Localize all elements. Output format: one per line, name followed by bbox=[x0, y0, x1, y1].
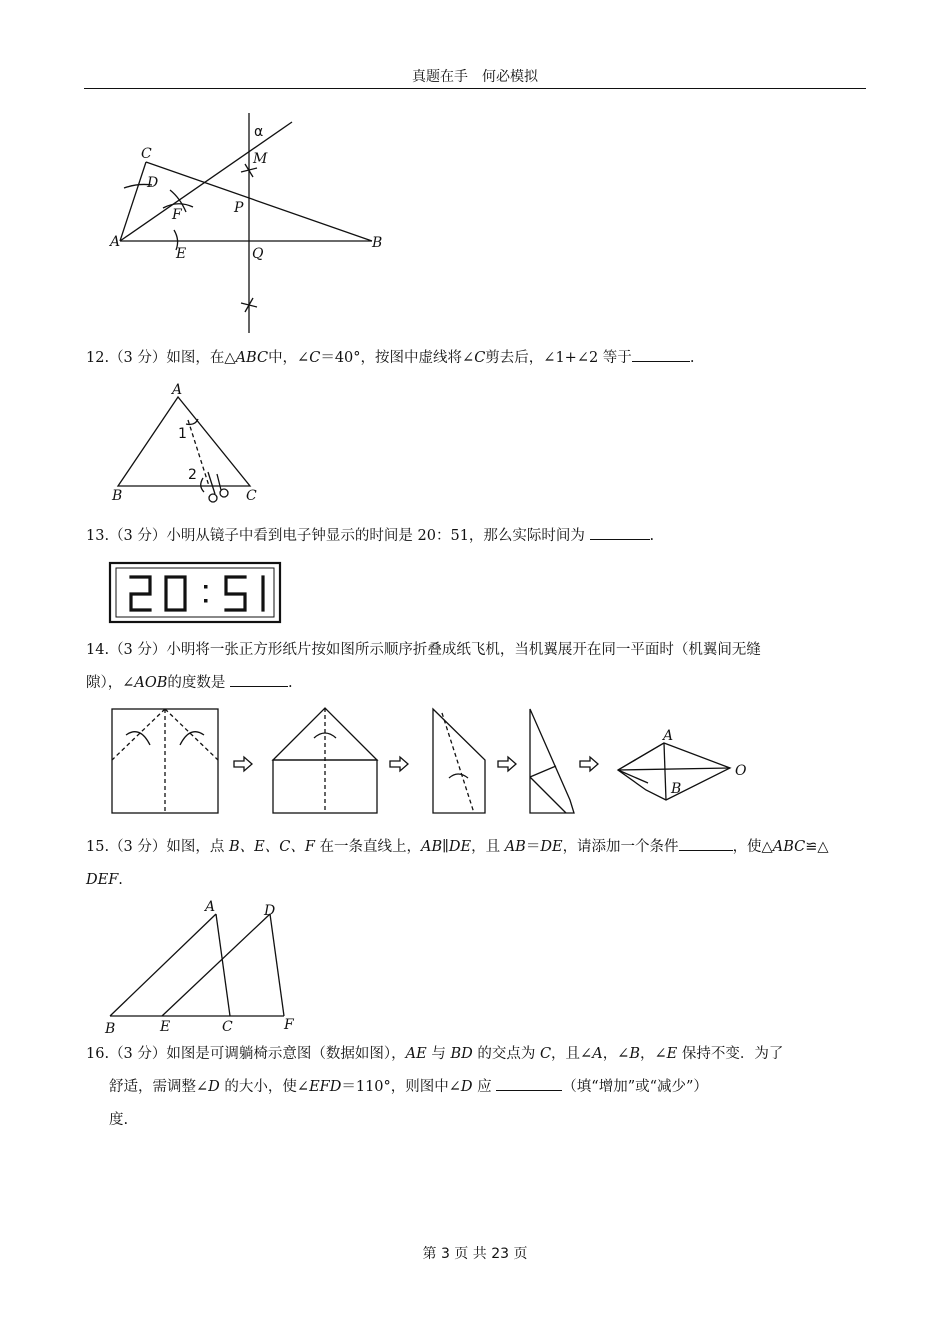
q15-label-D: D bbox=[264, 903, 276, 919]
label-A: A bbox=[110, 234, 121, 250]
label-P: P bbox=[234, 200, 244, 216]
q16-number: 16. bbox=[86, 1046, 110, 1062]
q12-text-b: 中，∠ bbox=[268, 350, 310, 366]
q16-c: C bbox=[539, 1046, 552, 1062]
q16-line1 bbox=[86, 1038, 876, 1071]
q16-a: A bbox=[592, 1046, 603, 1062]
q15-ab2: AB bbox=[504, 839, 526, 855]
q12-answer-blank[interactable] bbox=[632, 347, 690, 362]
q15-eq: ＝ bbox=[525, 839, 541, 855]
q16-line2-b: 的大小，使∠ bbox=[219, 1079, 310, 1095]
label-alpha: α bbox=[254, 124, 264, 140]
q12-text-a: 如图，在△ bbox=[166, 350, 236, 366]
q12-c: C bbox=[309, 350, 321, 366]
q12-c2: C bbox=[474, 350, 486, 366]
q16-line1-c: ，且∠ bbox=[551, 1046, 593, 1062]
q14-label-O: O bbox=[735, 763, 747, 779]
q15-points: B、E、C、F bbox=[229, 839, 315, 855]
q15-de: DE bbox=[448, 839, 472, 855]
q12-label-C: C bbox=[246, 488, 257, 504]
q16-answer-blank[interactable] bbox=[496, 1076, 562, 1091]
q16-line2 bbox=[86, 1071, 876, 1104]
q14-end: . bbox=[288, 675, 293, 691]
q16-comma1: ，∠ bbox=[602, 1046, 630, 1062]
label-E: E bbox=[176, 246, 187, 262]
question-14 bbox=[86, 634, 876, 700]
q16-e: E bbox=[666, 1046, 678, 1062]
q15-text-b: 在一条直线上， bbox=[314, 839, 422, 855]
q12-label-2: 2 bbox=[188, 467, 197, 483]
label-C: C bbox=[141, 146, 152, 162]
q16-d2: D bbox=[460, 1079, 473, 1095]
q14-label-A: A bbox=[663, 728, 674, 744]
label-F: F bbox=[172, 207, 182, 223]
q15-label-E: E bbox=[160, 1019, 171, 1035]
label-D: D bbox=[147, 175, 159, 191]
q14-line2-b: 的度数是 bbox=[167, 675, 231, 691]
question-12 bbox=[86, 342, 694, 374]
q12-label-B: B bbox=[112, 488, 123, 504]
q16-line1-b: 的交点为 bbox=[472, 1046, 540, 1062]
q15-de2: DE bbox=[540, 839, 563, 855]
question-16 bbox=[86, 1038, 876, 1137]
q15-text-c: ，且 bbox=[471, 839, 505, 855]
q12-text-c: ＝40°，按图中虚线将∠ bbox=[320, 350, 475, 366]
page-number: 第 3 页 共 23 页 bbox=[422, 1246, 528, 1262]
q16-line3 bbox=[86, 1104, 876, 1137]
q12-label-A: A bbox=[172, 382, 183, 398]
q12-end: . bbox=[689, 350, 695, 366]
q15-label-C: C bbox=[222, 1019, 233, 1035]
label-M: M bbox=[253, 151, 268, 167]
q16-line2-e: （填“增加”或“减少”） bbox=[562, 1079, 708, 1095]
header-title: 真题在手 何必模拟 bbox=[412, 69, 538, 85]
q16-line1-d: 保持不变．为了 bbox=[677, 1046, 784, 1062]
q15-parallel: ∥ bbox=[442, 839, 449, 855]
question-13 bbox=[86, 520, 654, 552]
label-B: B bbox=[372, 235, 383, 251]
q15-line1 bbox=[86, 831, 876, 864]
q16-bd: BD bbox=[450, 1046, 473, 1062]
q13-number: 13. bbox=[86, 528, 110, 544]
label-Q: Q bbox=[252, 246, 264, 262]
q15-label-B: B bbox=[105, 1021, 116, 1037]
q14-label-B: B bbox=[671, 781, 682, 797]
q15-end: . bbox=[118, 872, 123, 888]
q14-number: 14. bbox=[86, 642, 110, 658]
q15-def: DEF bbox=[86, 872, 119, 888]
q14-line2 bbox=[86, 667, 876, 700]
q16-yu: 与 bbox=[426, 1046, 451, 1062]
q16-line2-c: ＝110°，则图中∠ bbox=[341, 1079, 461, 1095]
q12-number: 12. bbox=[86, 350, 110, 366]
q16-score: （3 分） bbox=[109, 1046, 167, 1062]
q12-label-1: 1 bbox=[178, 426, 187, 442]
q14-score: （3 分） bbox=[109, 642, 167, 658]
q16-b: B bbox=[629, 1046, 640, 1062]
q16-line2-a: 舒适，需调整∠ bbox=[109, 1079, 209, 1095]
q15-abc: ABC bbox=[772, 839, 806, 855]
q16-d: D bbox=[208, 1079, 220, 1095]
q15-answer-blank[interactable] bbox=[679, 836, 733, 851]
q12-text-d: 剪去后，∠1+∠2 等于 bbox=[485, 350, 632, 366]
question-15 bbox=[86, 831, 876, 897]
q15-text-e: ，使△ bbox=[732, 839, 773, 855]
q13-answer-blank[interactable] bbox=[590, 525, 650, 540]
q13-text: 小明从镜子中看到电子钟显示的时间是 20：51，那么实际时间为 bbox=[166, 528, 590, 544]
q15-cong: ≌△ bbox=[805, 839, 829, 855]
q15-label-A: A bbox=[205, 899, 216, 915]
q14-answer-blank[interactable] bbox=[230, 672, 288, 687]
q14-line2-a: 隙），∠ bbox=[86, 675, 135, 691]
q15-ab: AB bbox=[421, 839, 443, 855]
q12-score: （3 分） bbox=[109, 350, 167, 366]
q16-efd: EFD bbox=[309, 1079, 342, 1095]
page-footer bbox=[0, 1243, 950, 1263]
q16-line1-a: 如图是可调躺椅示意图（数据如图）， bbox=[166, 1046, 406, 1062]
q15-text-d: ，请添加一个条件 bbox=[562, 839, 679, 855]
q14-line1-text: 小明将一张正方形纸片按如图所示顺序折叠成纸飞机，当机翼展开在同一平面时（机翼间无缝 bbox=[166, 642, 761, 658]
q14-line1 bbox=[86, 634, 876, 667]
q16-comma2: ，∠ bbox=[640, 1046, 667, 1062]
q12-tri: ABC bbox=[235, 350, 269, 366]
q16-line2-d: 应 bbox=[472, 1079, 497, 1095]
q15-score: （3 分） bbox=[109, 839, 167, 855]
q16-line3-text: 度. bbox=[109, 1112, 129, 1128]
q13-score: （3 分） bbox=[109, 528, 167, 544]
q15-label-F: F bbox=[284, 1017, 294, 1033]
q16-ae: AE bbox=[405, 1046, 427, 1062]
q13-end: . bbox=[649, 528, 655, 544]
q15-line2 bbox=[86, 864, 876, 897]
q15-number: 15. bbox=[86, 839, 110, 855]
q15-text-a: 如图，点 bbox=[166, 839, 230, 855]
page-header bbox=[84, 64, 866, 89]
q14-aob: AOB bbox=[134, 675, 168, 691]
